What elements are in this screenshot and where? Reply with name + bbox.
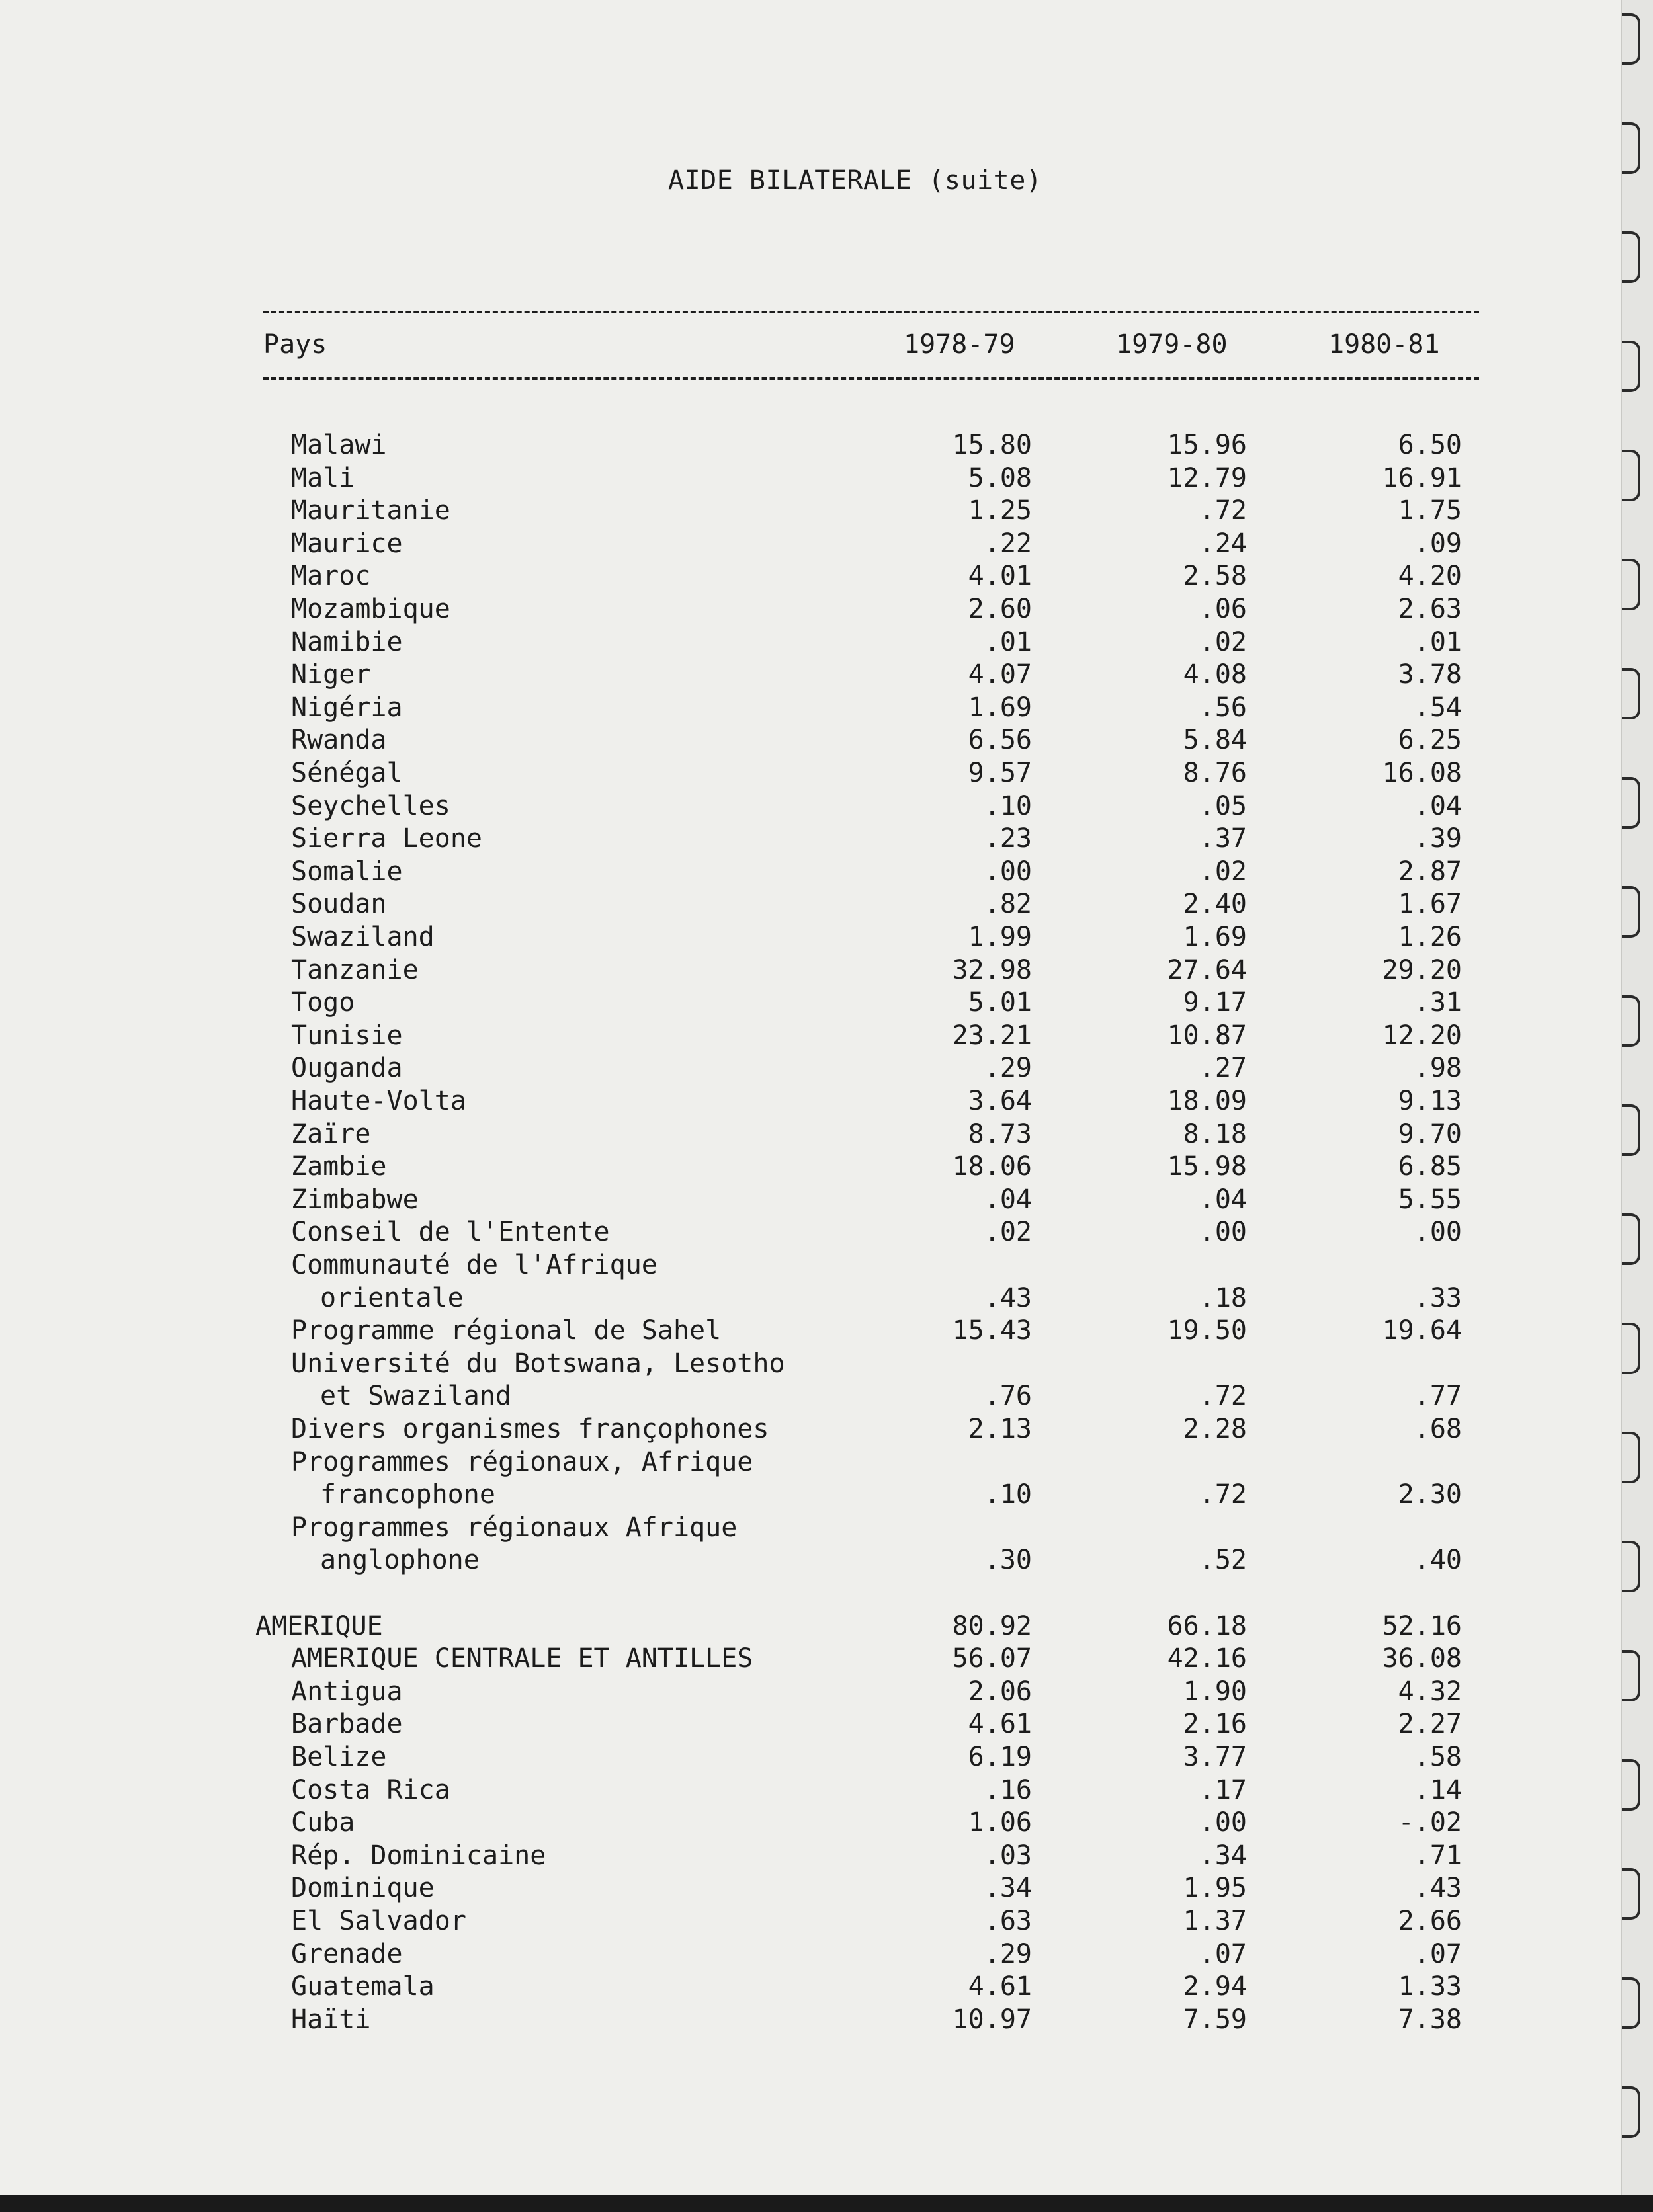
value-1980-81: .40: [1414, 1545, 1462, 1576]
value-1979-80: 1.69: [1183, 922, 1247, 952]
value-1980-81: .31: [1414, 987, 1462, 1018]
page-title: AIDE BILATERALE (suite): [668, 165, 1042, 196]
table-row: [0, 1971, 1621, 2004]
value-1980-81: .09: [1414, 528, 1462, 559]
value-1979-80: .72: [1199, 1479, 1247, 1510]
value-1979-80: 18.09: [1167, 1086, 1247, 1116]
value-1978-79: .01: [984, 626, 1032, 657]
value-1979-80: 12.79: [1167, 462, 1247, 493]
table-row: [0, 758, 1621, 791]
binding-ring: [1622, 1759, 1640, 1811]
value-1980-81: 4.20: [1398, 561, 1462, 592]
table-row: [0, 1840, 1621, 1873]
table-row: [0, 1512, 1621, 1545]
value-1979-80: 5.84: [1183, 725, 1247, 756]
row-label: Antigua: [291, 1676, 403, 1707]
table-row: [0, 659, 1621, 692]
table-row: [0, 1676, 1621, 1709]
value-1978-79: 2.13: [968, 1414, 1032, 1444]
row-label: Sierra Leone: [291, 823, 482, 854]
table-row: [0, 1807, 1621, 1840]
value-1980-81: 16.08: [1382, 758, 1462, 788]
table-row: [0, 430, 1621, 463]
row-label: Haute-Volta: [291, 1086, 466, 1116]
table-row: [0, 1611, 1621, 1644]
value-1979-80: .56: [1199, 692, 1247, 723]
row-label: Mozambique: [291, 594, 450, 624]
value-1978-79: 4.01: [968, 561, 1032, 592]
value-1978-79: 2.06: [968, 1676, 1032, 1707]
row-label: Togo: [291, 987, 355, 1018]
row-label: Nigéria: [291, 692, 403, 723]
value-1978-79: 32.98: [952, 954, 1032, 985]
value-1980-81: 1.67: [1398, 889, 1462, 920]
table-row: [0, 1447, 1621, 1480]
table-row: [0, 1348, 1621, 1381]
row-label: Université du Botswana, Lesotho: [291, 1348, 785, 1379]
value-1979-80: 42.16: [1167, 1643, 1247, 1674]
value-1978-79: .22: [984, 528, 1032, 559]
row-label: Ouganda: [291, 1053, 403, 1084]
table-row: [0, 1906, 1621, 1939]
value-1980-81: .71: [1414, 1840, 1462, 1871]
value-1980-81: 29.20: [1382, 954, 1462, 985]
row-label: Tanzanie: [291, 954, 419, 985]
value-1979-80: .24: [1199, 528, 1247, 559]
value-1979-80: 9.17: [1183, 987, 1247, 1018]
row-label: anglophone: [320, 1545, 480, 1576]
value-1980-81: 9.70: [1398, 1118, 1462, 1149]
value-1980-81: 5.55: [1398, 1184, 1462, 1215]
value-1980-81: 1.33: [1398, 1971, 1462, 2002]
row-label: Rwanda: [291, 725, 387, 756]
value-1979-80: 27.64: [1167, 954, 1247, 985]
value-1979-80: 1.90: [1183, 1676, 1247, 1707]
value-1978-79: 2.60: [968, 594, 1032, 624]
value-1980-81: .04: [1414, 790, 1462, 821]
value-1979-80: 2.16: [1183, 1709, 1247, 1740]
table-row: [0, 1250, 1621, 1283]
table-row: [0, 823, 1621, 856]
row-label: Maroc: [291, 561, 371, 592]
binding-ring: [1622, 886, 1640, 938]
column-header-1980-81: 1980-81: [1328, 329, 1440, 360]
header-bottom-rule: [263, 377, 1479, 380]
row-label: Dominique: [291, 1873, 435, 1904]
column-header-1978-79: 1978-79: [904, 329, 1015, 360]
row-label: Malawi: [291, 430, 387, 460]
value-1978-79: .43: [984, 1282, 1032, 1313]
value-1980-81: 4.32: [1398, 1676, 1462, 1707]
table-row: [0, 463, 1621, 496]
binding-ring: [1622, 231, 1640, 283]
binding-ring: [1622, 1868, 1640, 1920]
value-1980-81: 6.25: [1398, 725, 1462, 756]
row-label: Barbade: [291, 1709, 403, 1740]
table-row: [0, 2004, 1621, 2037]
row-label: Programmes régionaux Afrique: [291, 1512, 738, 1543]
value-1979-80: .07: [1199, 1938, 1247, 1969]
row-label: Seychelles: [291, 790, 450, 821]
row-label: El Salvador: [291, 1906, 466, 1936]
value-1979-80: .00: [1199, 1217, 1247, 1248]
value-1980-81: 2.30: [1398, 1479, 1462, 1510]
table-row: [0, 594, 1621, 627]
value-1978-79: 1.69: [968, 692, 1032, 723]
value-1979-80: .17: [1199, 1774, 1247, 1805]
value-1979-80: .72: [1199, 1381, 1247, 1412]
value-1979-80: .72: [1199, 495, 1247, 526]
row-label: Tunisie: [291, 1020, 403, 1051]
binding-ring: [1622, 1650, 1640, 1701]
value-1980-81: .14: [1414, 1774, 1462, 1805]
table-row: [0, 1479, 1621, 1512]
value-1978-79: 4.61: [968, 1971, 1032, 2002]
row-label: Zimbabwe: [291, 1184, 419, 1215]
table-row: [0, 1578, 1621, 1611]
row-label: Zambie: [291, 1151, 387, 1182]
binding-ring: [1622, 1213, 1640, 1265]
value-1978-79: 6.19: [968, 1742, 1032, 1772]
table-row: [0, 495, 1621, 528]
value-1979-80: 15.96: [1167, 430, 1247, 460]
value-1978-79: .76: [984, 1381, 1032, 1412]
value-1978-79: 5.01: [968, 987, 1032, 1018]
table-row: [0, 955, 1621, 988]
row-label: Programme régional de Sahel: [291, 1315, 722, 1346]
value-1980-81: .54: [1414, 692, 1462, 723]
table-row: [0, 1414, 1621, 1447]
row-label: Zaïre: [291, 1118, 371, 1149]
value-1978-79: .29: [984, 1053, 1032, 1084]
table-row: [0, 922, 1621, 955]
table-row: [0, 791, 1621, 824]
table-row: [0, 889, 1621, 922]
value-1980-81: 2.63: [1398, 594, 1462, 624]
value-1980-81: 2.87: [1398, 856, 1462, 887]
value-1979-80: 3.77: [1183, 1742, 1247, 1772]
table-row: [0, 1545, 1621, 1578]
binding-ring: [1622, 2086, 1640, 2138]
table-row: [0, 561, 1621, 594]
row-label: Haïti: [291, 2004, 371, 2035]
value-1978-79: 8.73: [968, 1118, 1032, 1149]
table-row: [0, 528, 1621, 561]
value-1978-79: .10: [984, 1479, 1032, 1510]
binding-ring: [1622, 668, 1640, 719]
value-1978-79: .04: [984, 1184, 1032, 1215]
value-1978-79: 10.97: [952, 2004, 1032, 2035]
row-label: Swaziland: [291, 922, 435, 952]
value-1980-81: 36.08: [1382, 1643, 1462, 1674]
value-1980-81: 6.50: [1398, 430, 1462, 460]
value-1979-80: 10.87: [1167, 1020, 1247, 1051]
value-1980-81: 1.75: [1398, 495, 1462, 526]
row-label: Conseil de l'Entente: [291, 1217, 610, 1248]
column-header-1979-80: 1979-80: [1116, 329, 1228, 360]
value-1980-81: 2.27: [1398, 1709, 1462, 1740]
value-1979-80: 4.08: [1183, 659, 1247, 690]
value-1980-81: .00: [1414, 1217, 1462, 1248]
value-1979-80: 19.50: [1167, 1315, 1247, 1346]
value-1978-79: 15.80: [952, 430, 1032, 460]
value-1979-80: .02: [1199, 856, 1247, 887]
value-1979-80: .02: [1199, 626, 1247, 657]
value-1980-81: 7.38: [1398, 2004, 1462, 2035]
binding-ring: [1622, 1977, 1640, 2029]
value-1980-81: .07: [1414, 1938, 1462, 1969]
value-1978-79: 15.43: [952, 1315, 1032, 1346]
value-1978-79: .23: [984, 823, 1032, 854]
table-row: [0, 1315, 1621, 1348]
value-1979-80: .27: [1199, 1053, 1247, 1084]
value-1980-81: 52.16: [1382, 1610, 1462, 1641]
value-1980-81: 12.20: [1382, 1020, 1462, 1051]
binding-ring: [1622, 13, 1640, 65]
header-top-rule: [263, 311, 1479, 313]
row-label: Costa Rica: [291, 1774, 450, 1805]
binding-ring: [1622, 1104, 1640, 1156]
table-row: [0, 725, 1621, 758]
value-1978-79: .03: [984, 1840, 1032, 1871]
row-label: Guatemala: [291, 1971, 435, 2002]
row-label: Mali: [291, 462, 355, 493]
value-1979-80: 8.76: [1183, 758, 1247, 788]
table-row: [0, 1742, 1621, 1775]
row-label: Niger: [291, 659, 371, 690]
value-1978-79: 1.99: [968, 922, 1032, 952]
row-label: Belize: [291, 1742, 387, 1772]
value-1980-81: .33: [1414, 1282, 1462, 1313]
value-1978-79: 1.25: [968, 495, 1032, 526]
value-1980-81: .01: [1414, 626, 1462, 657]
table-row: [0, 1381, 1621, 1414]
value-1978-79: 4.61: [968, 1709, 1032, 1740]
value-1978-79: 1.06: [968, 1807, 1032, 1838]
value-1978-79: .63: [984, 1906, 1032, 1936]
value-1980-81: .43: [1414, 1873, 1462, 1904]
table-row: [0, 1086, 1621, 1119]
binding-ring: [1622, 341, 1640, 392]
binding-ring: [1622, 559, 1640, 610]
row-label: Programmes régionaux, Afrique: [291, 1446, 753, 1477]
value-1980-81: 1.26: [1398, 922, 1462, 952]
table-row: [0, 627, 1621, 660]
value-1979-80: .00: [1199, 1807, 1247, 1838]
value-1979-80: .06: [1199, 594, 1247, 624]
value-1979-80: 2.94: [1183, 1971, 1247, 2002]
table-row: [0, 1184, 1621, 1217]
row-label: Grenade: [291, 1938, 403, 1969]
value-1978-79: 3.64: [968, 1086, 1032, 1116]
value-1980-81: .39: [1414, 823, 1462, 854]
value-1979-80: 2.58: [1183, 561, 1247, 592]
row-label: francophone: [320, 1479, 495, 1510]
row-label: Divers organismes françophones: [291, 1414, 769, 1444]
value-1979-80: .04: [1199, 1184, 1247, 1215]
value-1979-80: 1.37: [1183, 1906, 1247, 1936]
table-row: [0, 987, 1621, 1020]
row-label: et Swaziland: [320, 1381, 511, 1412]
value-1980-81: 19.64: [1382, 1315, 1462, 1346]
value-1980-81: 16.91: [1382, 462, 1462, 493]
row-label: Soudan: [291, 889, 387, 920]
value-1980-81: .58: [1414, 1742, 1462, 1772]
value-1978-79: .82: [984, 889, 1032, 920]
value-1978-79: 5.08: [968, 462, 1032, 493]
row-label: Cuba: [291, 1807, 355, 1838]
table-row: [0, 1020, 1621, 1053]
row-label: Rép. Dominicaine: [291, 1840, 546, 1871]
value-1980-81: -.02: [1398, 1807, 1462, 1838]
row-label: Namibie: [291, 626, 403, 657]
row-label: Communauté de l'Afrique: [291, 1250, 657, 1280]
value-1979-80: 8.18: [1183, 1118, 1247, 1149]
value-1979-80: 1.95: [1183, 1873, 1247, 1904]
value-1978-79: 9.57: [968, 758, 1032, 788]
value-1980-81: 6.85: [1398, 1151, 1462, 1182]
value-1979-80: 2.40: [1183, 889, 1247, 920]
table-row: [0, 1939, 1621, 1972]
value-1980-81: 9.13: [1398, 1086, 1462, 1116]
row-label: Maurice: [291, 528, 403, 559]
value-1979-80: .52: [1199, 1545, 1247, 1576]
value-1980-81: .68: [1414, 1414, 1462, 1444]
row-label: AMERIQUE CENTRALE ET ANTILLES: [291, 1643, 753, 1674]
value-1979-80: .05: [1199, 790, 1247, 821]
binding-ring: [1622, 995, 1640, 1047]
value-1978-79: 80.92: [952, 1610, 1032, 1641]
row-label: Sénégal: [291, 758, 403, 788]
table-row: [0, 692, 1621, 725]
value-1978-79: 18.06: [952, 1151, 1032, 1182]
value-1980-81: 2.66: [1398, 1906, 1462, 1936]
value-1978-79: 23.21: [952, 1020, 1032, 1051]
binding-ring: [1622, 1541, 1640, 1592]
row-label: AMERIQUE: [255, 1610, 383, 1641]
value-1978-79: 4.07: [968, 659, 1032, 690]
page-bottom-edge: [0, 2195, 1653, 2212]
value-1978-79: .30: [984, 1545, 1032, 1576]
value-1979-80: 66.18: [1167, 1610, 1247, 1641]
row-label: Mauritanie: [291, 495, 450, 526]
binding-ring: [1622, 1323, 1640, 1374]
table-row: [0, 1873, 1621, 1906]
table-row: [0, 1217, 1621, 1250]
value-1978-79: .16: [984, 1774, 1032, 1805]
row-label: Somalie: [291, 856, 403, 887]
value-1978-79: .10: [984, 790, 1032, 821]
value-1979-80: 15.98: [1167, 1151, 1247, 1182]
table-row: [0, 856, 1621, 889]
table-row: [0, 1053, 1621, 1086]
table-row: [0, 1151, 1621, 1184]
table-row: [0, 1283, 1621, 1316]
binding-ring: [1622, 777, 1640, 829]
table-row: [0, 1775, 1621, 1808]
value-1978-79: .29: [984, 1938, 1032, 1969]
value-1980-81: .77: [1414, 1381, 1462, 1412]
value-1978-79: .02: [984, 1217, 1032, 1248]
table-row: [0, 1709, 1621, 1742]
table-row: [0, 1643, 1621, 1676]
value-1978-79: .00: [984, 856, 1032, 887]
column-header-country: Pays: [263, 329, 327, 360]
value-1979-80: .34: [1199, 1840, 1247, 1871]
binding-ring: [1622, 122, 1640, 174]
value-1978-79: 6.56: [968, 725, 1032, 756]
value-1980-81: 3.78: [1398, 659, 1462, 690]
value-1978-79: .34: [984, 1873, 1032, 1904]
value-1979-80: 2.28: [1183, 1414, 1247, 1444]
binding-ring: [1622, 450, 1640, 501]
value-1979-80: .18: [1199, 1282, 1247, 1313]
row-label: orientale: [320, 1282, 464, 1313]
value-1979-80: 7.59: [1183, 2004, 1247, 2035]
value-1980-81: .98: [1414, 1053, 1462, 1084]
table-row: [0, 1119, 1621, 1152]
value-1979-80: .37: [1199, 823, 1247, 854]
value-1978-79: 56.07: [952, 1643, 1032, 1674]
binding-ring: [1622, 1432, 1640, 1483]
